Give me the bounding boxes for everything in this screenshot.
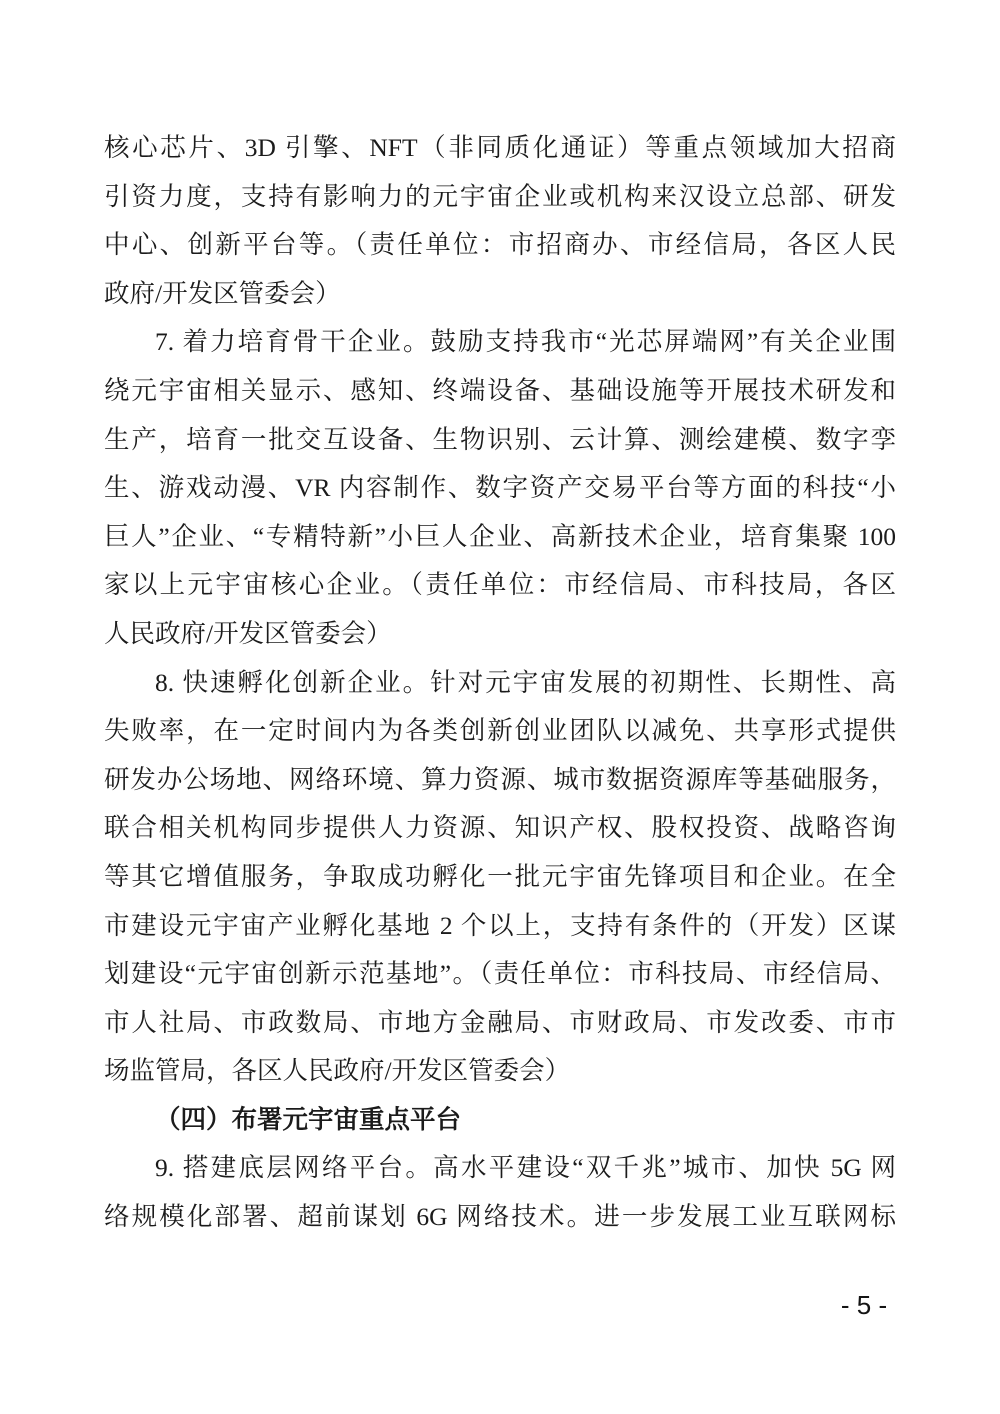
para-8-line-6: 市建设元宇宙产业孵化基地 2 个以上，支持有条件的（开发）区谋 bbox=[104, 910, 896, 940]
para-7-line-7: 人民政府/开发区管委会） bbox=[104, 618, 392, 648]
para-7-line-6: 家以上元宇宙核心企业。（责任单位：市经信局、市科技局，各区 bbox=[104, 570, 896, 600]
para-8-line-8: 市人社局、市政数局、市地方金融局、市财政局、市发改委、市市 bbox=[104, 1007, 896, 1037]
para-continuation-line-4: 政府/开发区管委会） bbox=[104, 278, 341, 308]
para-continuation-line-1: 核心芯片、3D 引擎、NFT（非同质化通证）等重点领域加大招商 bbox=[104, 133, 896, 162]
para-7-line-5: 巨人”企业、“专精特新”小巨人企业、高新技术企业，培育集聚 100 bbox=[104, 521, 896, 551]
page-number: - 5 - bbox=[840, 1290, 888, 1320]
para-8-line-3: 研发办公场地、网络环境、算力资源、城市数据资源库等基础服务， bbox=[104, 764, 896, 794]
para-continuation-line-3: 中心、创新平台等。（责任单位：市招商办、市经信局，各区人民 bbox=[104, 230, 896, 260]
para-9-line-2: 络规模化部署、超前谋划 6G 网络技术。进一步发展工业互联网标 bbox=[104, 1202, 896, 1232]
para-8-line-9: 场监管局，各区人民政府/开发区管委会） bbox=[104, 1056, 571, 1086]
para-8-line-7: 划建设“元宇宙创新示范基地”。（责任单位：市科技局、市经信局、 bbox=[104, 959, 896, 989]
heading-section-4-line-1: （四）布署元宇宙重点平台 bbox=[155, 1104, 462, 1134]
para-7-line-4: 生、游戏动漫、VR 内容制作、数字资产交易平台等方面的科技“小 bbox=[104, 473, 896, 503]
para-continuation-line-2: 引资力度，支持有影响力的元宇宙企业或机构来汉设立总部、研发 bbox=[104, 181, 896, 211]
para-8-line-4: 联合相关机构同步提供人力资源、知识产权、股权投资、战略咨询 bbox=[104, 813, 896, 843]
para-8-line-1: 8. 快速孵化创新企业。针对元宇宙发展的初期性、长期性、高 bbox=[155, 667, 896, 697]
para-8-line-2: 失败率，在一定时间内为各类创新创业团队以减免、共享形式提供 bbox=[104, 716, 896, 746]
para-8-line-5: 等其它增值服务，争取成功孵化一批元宇宙先锋项目和企业。在全 bbox=[104, 861, 896, 891]
document-body bbox=[104, 124, 896, 1242]
para-9-line-1: 9. 搭建底层网络平台。高水平建设“双千兆”城市、加快 5G 网 bbox=[155, 1153, 896, 1183]
para-7-line-1: 7. 着力培育骨干企业。鼓励支持我市“光芯屏端网”有关企业围 bbox=[155, 327, 896, 357]
para-7-line-3: 生产，培育一批交互设备、生物识别、云计算、测绘建模、数字孪 bbox=[104, 424, 896, 454]
para-7-line-2: 绕元宇宙相关显示、感知、终端设备、基础设施等开展技术研发和 bbox=[104, 375, 896, 405]
